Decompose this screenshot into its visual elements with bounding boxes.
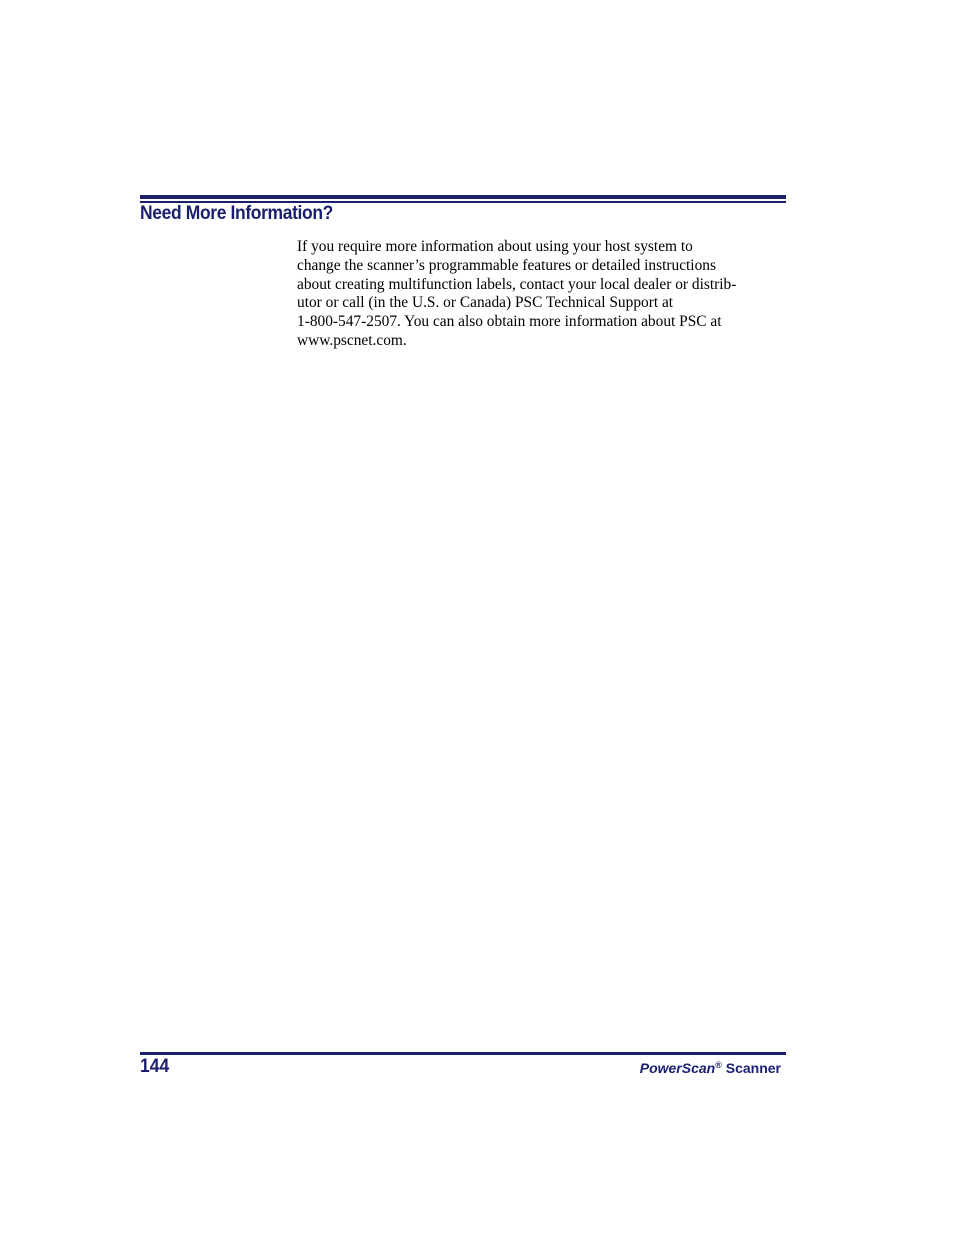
footer-product-suffix: Scanner — [721, 1060, 781, 1076]
running-footer — [640, 1060, 781, 1076]
body-line: utor or call (in the U.S. or Canada) PSC Technical Support at — [297, 294, 674, 312]
page-number: 144 — [140, 1056, 170, 1077]
body-line: about creating multifunction labels, contact your local dealer or distrib- — [297, 275, 737, 293]
section-heading: Need More Information? — [140, 203, 333, 224]
footer-product-name: PowerScan — [639, 1060, 716, 1076]
footer-rule — [140, 1052, 786, 1055]
body-line-link: www.pscnet.com. — [297, 331, 407, 349]
section-top-rule — [140, 195, 786, 203]
body-line: If you require more information about using your host system to — [297, 238, 693, 255]
top-rule-thick-line — [140, 195, 786, 199]
body-line: 1-800-547-2507. You can also obtain more information about PSC at — [297, 313, 722, 331]
body-line: change the scanner’s programmable features or detailed instructions — [297, 256, 716, 274]
section-body-paragraph — [297, 238, 797, 351]
registered-trademark-mark: ® — [715, 1060, 722, 1070]
